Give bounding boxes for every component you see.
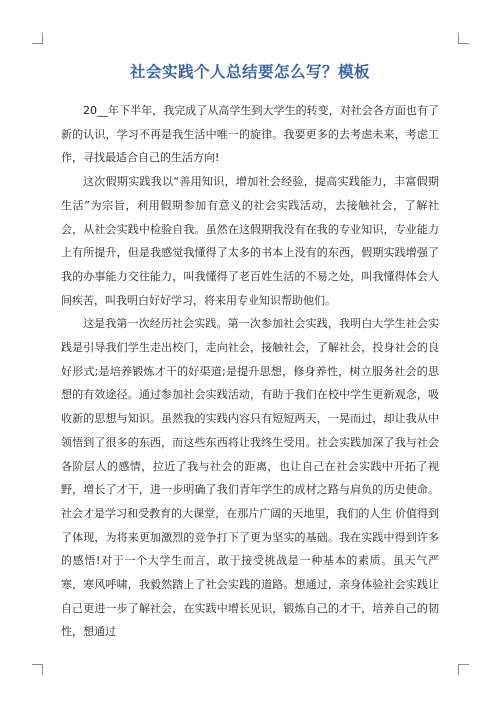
paragraph-purpose: 这次假期实践我以“善用知识，增加社会经验，提高实践能力，丰富假期生活”为宗旨，利用假期参加有意义的社会实践活动，去接触社会，了解社会，从社会实践中检验自我。虽然在这假期我没有在我的专业知识，专业能力上有所提升，但是我感觉我懂得了太多的书本上没有的东西，假期实践增强了我的办事能力交往能力，叫我懂得了老百姓生活的不易之处，叫我懂得体会人间疾苦，叫我明白好好学习，将来用专业知识帮助他们。: [61, 175, 439, 307]
paragraph-experience: 这是我第一次经历社会实践。第一次参加社会实践，我明白大学生社会实践是引导我们学生走出校门，走向社会，接触社会，了解社会，投身社会的良好形式;是培养锻炼才干的好渠道;是提升思想，修身养性，树立服务社会的思想的有效途径。通过参加社会实践活动，有助于我们在校中学生更新观念，吸收新的思想与知识。虽然我的实践内容只有短短两天，一晃而过，却让我从中领悟到了很多的东西，而这些东西将让我终生受用。社会实践加深了我与社会各阶层人的感情，拉近了我与社会的距离，也让自己在社会实践中开拓了视野，增长了才干，进一步明确了我们青年学生的成材之路与肩负的历史使命。社会才是学习和受教育的大课堂，在那片广阔的天地里，我们的人生 价值得到了体现，为将来更加激烈的竞争打下了更为坚实的基础。我在实践中得到许多的感悟!对于一个大学生而言，敢于接受挑战是一种基本的素质。虽天气严寒，寒风呼啸，我毅然踏上了社会实践的道路。想通过，亲身体验社会实践让自己更进一步了解社会，在实践中增长见识，锻炼自己的才干，培养自己的韧性，想通过: [61, 317, 439, 639]
crop-mark-bottom-right: [458, 664, 469, 675]
document-body: [61, 99, 439, 644]
document-title: 社会实践个人总结要怎么写？模板: [129, 63, 370, 81]
crop-mark-bottom-left: [32, 664, 43, 675]
paragraph-intro: 20__年下半年，我完成了从高学生到大学生的转变，对社会各方面也有了新的认识，学习不再是我生活中唯一的旋律。我要更多的去考虑未来，考虑工作，寻找最适合自己的生活方向!: [61, 104, 439, 165]
crop-mark-top-right: [458, 33, 469, 44]
crop-mark-top-left: [32, 33, 43, 44]
